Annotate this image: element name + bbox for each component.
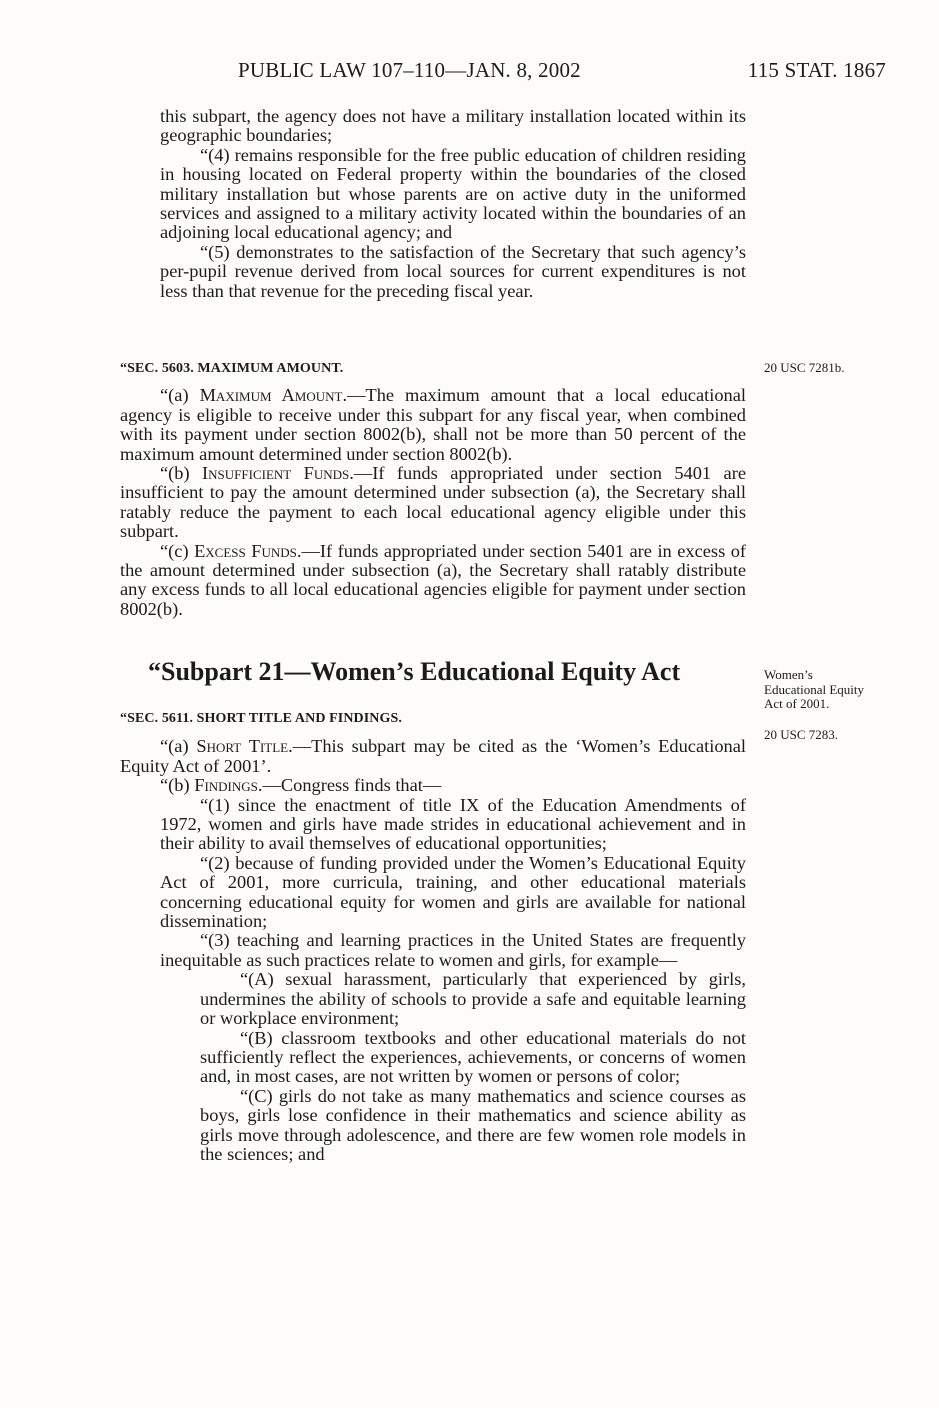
finding-example: “(A) sexual harassment, particularly that experienced by girls, undermines the ability of schools to provide a safe and equitable learning or workplace environment; xyxy=(200,969,746,1029)
paragraph: “(b) Findings.—Congress finds that— xyxy=(160,775,442,796)
margin-note: 20 USC 7283. xyxy=(764,727,839,742)
page-header xyxy=(238,58,886,86)
continuation-block xyxy=(120,107,746,301)
finding: “(3) teaching and learning practices in the United States are frequently inequitable as such practices relate to women and girls, for example— xyxy=(160,930,746,970)
paragraph: “(a) Maximum Amount.—The maximum amount that a local educational agency is eligible to receive under this subpart for any fiscal year, when combined with its payment under section 8002(b), shall not be more than 50 percent of the maximum amount determined under section 8002(b). xyxy=(120,385,747,464)
finding-example: “(C) girls do not take as many mathematics and science courses as boys, girls lose confidence in their mathematics and science ability as girls move through adolescence, and there are few women role models in the sciences; and xyxy=(200,1085,746,1164)
section-heading: “SEC. 5603. MAXIMUM AMOUNT. xyxy=(120,361,344,376)
finding-example: “(B) classroom textbooks and other educational materials do not sufficiently reflect the experiences, achievements, or concerns of women and, in most cases, are not written by women or persons of color; xyxy=(200,1027,746,1087)
subpart-title: “Subpart 21—Women’s Educational Equity Act xyxy=(148,657,681,686)
page-number: 115 STAT. 1867 xyxy=(747,58,886,82)
margin-note: 20 USC 7281b. xyxy=(764,360,845,375)
paragraph: “(b) Insufficient Funds.—If funds appropriated under section 5401 are insufficient to pay the amount determined under subsection (a), the Secretary shall ratably reduce the payment to each local educational agency eligible under this subpart. xyxy=(120,463,746,542)
paragraph: “(c) Excess Funds.—If funds appropriated under section 5401 are in excess of the amount determined under subsection (a), the Secretary shall ratably distribute any excess funds to all local educational agencies eligible for payment under section 8002(b). xyxy=(120,540,747,619)
paragraph: “(5) demonstrates to the satisfaction of the Secretary that such agency’s per-pupil revenue derived from local sources for current expenditures is not less than that revenue for the preceding fiscal year. xyxy=(160,241,746,301)
paragraph: “(a) Short Title.—This subpart may be cited as the ‘Women’s Educational Equity Act of 2001’. xyxy=(120,736,746,776)
finding: “(1) since the enactment of title IX of the Education Amendments of 1972, women and girls have made strides in educational achievement and in their ability to avail themselves of educational opportunities; xyxy=(160,794,746,854)
section-5611 xyxy=(120,709,746,1164)
section-5603 xyxy=(120,359,746,619)
section-heading: “SEC. 5611. SHORT TITLE AND FINDINGS. xyxy=(120,711,402,726)
paragraph: this subpart, the agency does not have a military installation located within its geographic boundaries; xyxy=(160,106,746,146)
paragraph: “(4) remains responsible for the free public education of children residing in housing located on Federal property within the boundaries of the closed military installation but whose parents are on active duty in the uniformed services and assigned to a military activity located within the boundaries of an adjoining local educational agency; and xyxy=(160,144,746,243)
finding: “(2) because of funding provided under the Women’s Educational Equity Act of 2001, more curricula, training, and other educational materials concerning educational equity for women and girls are available for national dissemination; xyxy=(160,852,746,932)
running-head: PUBLIC LAW 107–110—JAN. 8, 2002 xyxy=(238,58,581,82)
margin-note: Women’s Educational Equity Act of 2001. xyxy=(764,667,865,711)
